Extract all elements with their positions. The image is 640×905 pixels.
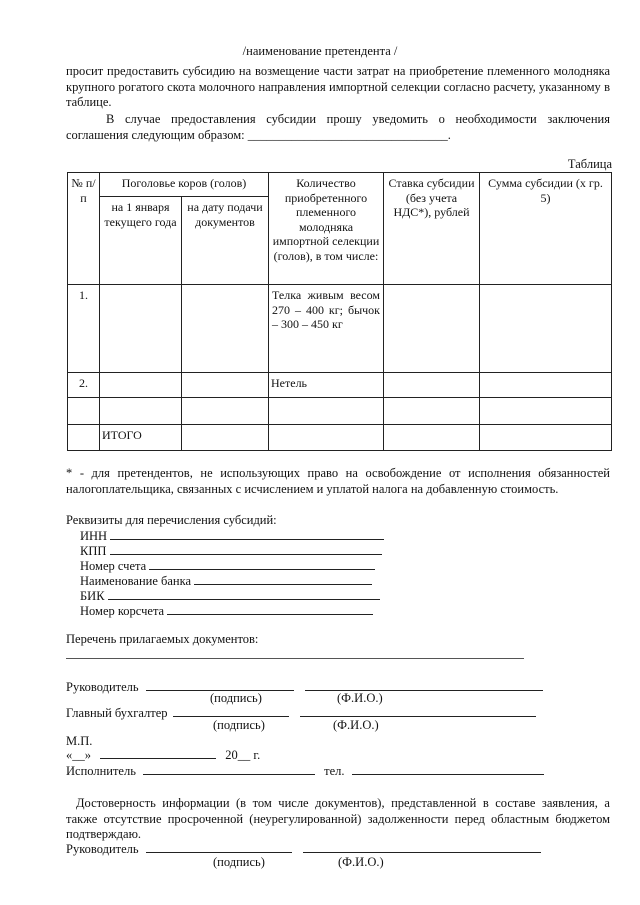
executor-label: Исполнитель	[66, 764, 136, 778]
col-header-sum: Сумма субсидии (х гр. 5)	[480, 173, 612, 285]
table-cell	[384, 398, 480, 425]
date-year: 20__ г.	[225, 748, 261, 762]
requisite-label: Наименование банка	[80, 574, 192, 588]
notification-paragraph: В случае предоставления субсидии прошу уведомить о необходимости заключения соглашения следующим образом: ________________________________.	[66, 112, 610, 142]
accountant-name-field[interactable]	[300, 716, 536, 717]
table-cell	[384, 425, 480, 451]
col-header-num: № п/п	[68, 173, 100, 285]
signature-hint: (подпись)	[213, 718, 265, 732]
accountant-signature-row	[66, 706, 536, 721]
signature-hint: (подпись)	[213, 855, 265, 869]
table-cell	[480, 373, 612, 398]
table-cell	[100, 398, 182, 425]
confirm-signature-row	[66, 842, 541, 857]
confirm-signature-field[interactable]	[146, 852, 292, 853]
total-label: ИТОГО	[100, 425, 182, 451]
phone-field[interactable]	[352, 774, 544, 775]
executor-field[interactable]	[143, 774, 315, 775]
row-number: 1.	[68, 285, 100, 373]
table-cell	[182, 285, 269, 373]
col-header-herd-jan: на 1 января текущего года	[100, 197, 182, 285]
requisite-account	[80, 559, 375, 574]
intro-paragraph: просит предоставить субсидию на возмещение части затрат на приобретение племенного молодняка крупного рогатого скота молочного направления импортной селекции согласно расчету, указанному в таблице.	[66, 64, 610, 109]
bik-field[interactable]	[108, 599, 380, 600]
table-cell	[68, 398, 100, 425]
accountant-label: Главный бухгалтер	[66, 706, 168, 720]
table-row-total	[68, 425, 612, 451]
table-cell	[480, 398, 612, 425]
table-row	[68, 373, 612, 398]
name-hint: (Ф.И.О.)	[338, 855, 384, 869]
signature-hint: (подпись)	[210, 691, 262, 705]
row-description: Нетель	[269, 373, 384, 398]
kpp-field[interactable]	[110, 554, 382, 555]
col-header-qty: Количество приобретенного племенного молодняка импортной селекции (голов), в том числе:	[269, 173, 384, 285]
requisite-corr-account	[80, 604, 373, 619]
requisite-label: ИНН	[80, 529, 108, 543]
confirmation-text: Достоверность информации (в том числе документов), представленной в составе заявления, а также отсутствие просроченной (неурегулированной) задолженности перед областным бюджетом подтверждаю.	[66, 796, 610, 841]
table-cell	[100, 285, 182, 373]
table-cell	[384, 373, 480, 398]
requisite-bank	[80, 574, 372, 589]
row-number: 2.	[68, 373, 100, 398]
col-header-rate: Ставка субсидии (без учета НДС*), рублей	[384, 173, 480, 285]
col-header-herd-date: на дату подачи документов	[182, 197, 269, 285]
bank-field[interactable]	[194, 584, 372, 585]
table-cell	[480, 425, 612, 451]
table-row	[68, 398, 612, 425]
stamp-label: М.П.	[66, 734, 93, 748]
name-hint: (Ф.И.О.)	[333, 718, 379, 732]
table-cell	[480, 285, 612, 373]
date-month-field[interactable]	[100, 758, 216, 759]
col-header-herd: Поголовье коров (голов)	[100, 173, 269, 197]
footnote: * - для претендентов, не использующих право на освобождение от исполнения обязанностей налогоплательщика, связанных с исчислением и уплатой налога на добавленную стоимость.	[66, 466, 610, 496]
executor-row	[66, 764, 544, 779]
head-label: Руководитель	[66, 680, 139, 694]
table-cell	[269, 425, 384, 451]
table-cell	[182, 425, 269, 451]
applicant-label: /наименование претендента /	[242, 44, 398, 58]
documents-line[interactable]	[66, 658, 524, 659]
requisite-label: КПП	[80, 544, 107, 558]
head-signature-row	[66, 680, 543, 695]
corr-account-field[interactable]	[167, 614, 373, 615]
requisite-inn	[80, 529, 384, 544]
table-cell	[182, 398, 269, 425]
requisite-label: Номер счета	[80, 559, 147, 573]
requisites-title: Реквизиты для перечисления субсидий:	[66, 513, 277, 527]
date-row	[66, 748, 260, 763]
table-cell	[269, 398, 384, 425]
table-cell	[182, 373, 269, 398]
account-field[interactable]	[149, 569, 375, 570]
table-cell	[100, 373, 182, 398]
requisite-kpp	[80, 544, 382, 559]
table-row	[68, 285, 612, 373]
accountant-signature-field[interactable]	[173, 716, 289, 717]
requisite-label: БИК	[80, 589, 105, 603]
table-cell	[68, 425, 100, 451]
requisite-label: Номер корсчета	[80, 604, 165, 618]
phone-label: тел.	[324, 764, 345, 778]
subsidy-table	[67, 172, 612, 451]
inn-field[interactable]	[110, 539, 384, 540]
table-cell	[384, 285, 480, 373]
date-day: «__»	[66, 748, 91, 762]
head-label: Руководитель	[66, 842, 139, 856]
requisite-bik	[80, 589, 380, 604]
row-description: Телка живым весом 270 – 400 кг; бычок – 300 – 450 кг	[269, 285, 384, 373]
documents-title: Перечень прилагаемых документов:	[66, 632, 259, 646]
name-hint: (Ф.И.О.)	[337, 691, 383, 705]
table-caption: Таблица	[567, 157, 612, 171]
confirm-name-field[interactable]	[303, 852, 541, 853]
